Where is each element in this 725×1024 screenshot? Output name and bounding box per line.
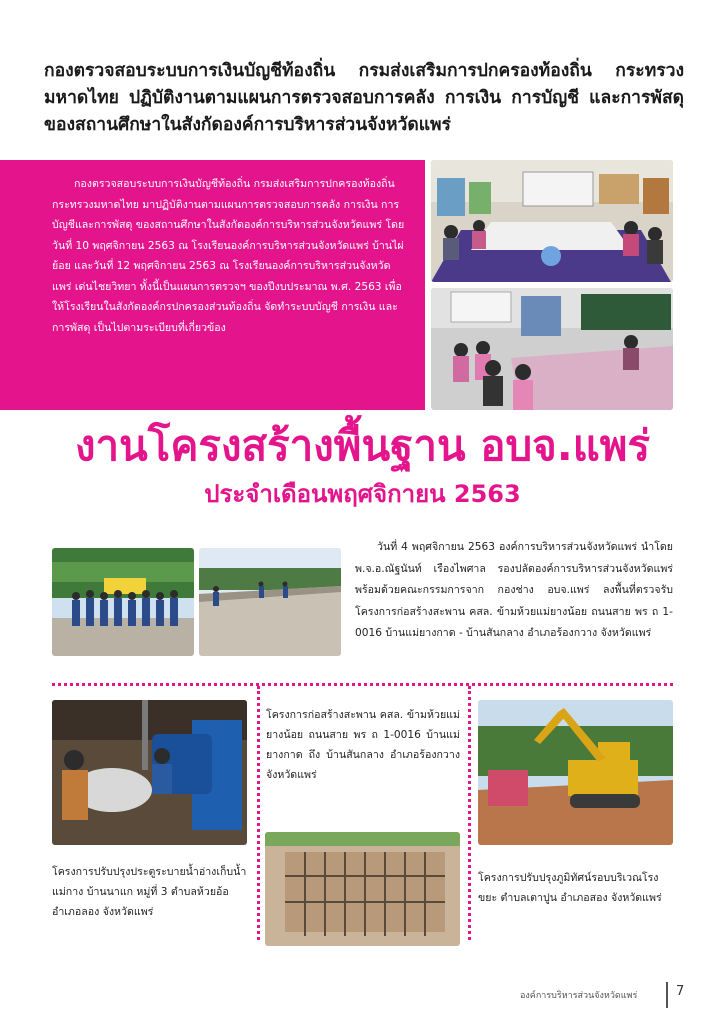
news-paragraph: วันที่ 4 พฤศจิกายน 2563 องค์การบริหารส่วนจังหวัดแพร่ นำโดย พ.จ.อ.ณัฐนันท์ เรืองไพศาล รองปลัดองค์การบริหารส่วนจังหวัดแพร่ พร้อมด้วยคณะกรรมการจาก กองช่าง อบจ.แพร่ ลงพื้นที่ตรวจรับโครงการก่อสร้างสะพาน คสล. ข้ามห้วยแม่ยางน้อย ถนนสาย พร ถ 1-0016 บ้านแม่ยางกาด - บ้านสันกลาง อำเภอร้องกวาง จังหวัดแพร่: [355, 541, 673, 639]
meeting-photo-1: [431, 160, 673, 282]
dotted-divider-vertical-1: [257, 686, 260, 940]
meeting-photo-2: [431, 288, 673, 410]
footer-divider: [666, 982, 668, 1008]
water-gate-photo: [52, 700, 247, 845]
dotted-divider: [52, 683, 673, 686]
headline: กองตรวจสอบระบบการเงินบัญชีท้องถิ่น กรมส่งเสริมการปกครองท้องถิ่น กระทรวงมหาดไทย ปฏิบัติงานตามแผนการตรวจสอบการคลัง การเงิน การบัญชี และการพัสดุ ของสถานศึกษาในสังกัดองค์การบริหารส่วนจังหวัดแพร่: [44, 61, 684, 135]
intro-box: [0, 160, 425, 410]
section-subtitle: ประจำเดือนพฤศจิกายน 2563: [204, 480, 521, 508]
excavator-photo: [478, 700, 673, 845]
footer-org: องค์การบริหารส่วนจังหวัดแพร่: [520, 991, 638, 1001]
section-title: งานโครงสร้างพื้นฐาน อบจ.แพร่: [74, 421, 651, 470]
caption-water-gate: โครงการปรับปรุงประตูระบายน้ำอ่างเก็บน้ำแม่กาง บ้านนาแก หมู่ที่ 3 ตำบลห้วยอ้อ อำเภอลอง จังหวัดแพร่: [52, 866, 247, 918]
intro-paragraph: กองตรวจสอบระบบการเงินบัญชีท้องถิ่น กรมส่งเสริมการปกครองท้องถิ่น กระทรวงมหาดไทย มาปฏิบัติงานตามแผนการตรวจสอบการคลัง การเงิน การบัญชีและการพัสดุ ของสถานศึกษาในสังกัดองค์การบริหารส่วนจังหวัดแพร่ โดยวันที่ 10 พฤศจิกายน 2563 ณ โรงเรียนองค์การบริหารส่วนจังหวัดแพร่ บ้านไผ่ย้อย และวันที่ 12 พฤศจิกายน 2563 ณ โรงเรียนองค์การบริหารส่วนจังหวัดแพร่ เด่นไชยวิทยา ทั้งนี้เป็นแผนการตรวจฯ ของปีงบประมาณ พ.ศ. 2563 เพื่อให้โรงเรียนในสังกัดองค์กรปกครองส่วนท้องถิ่น จัดทำระบบบัญชี การเงิน และการพัสดุ เป็นไปตามระเบียบที่เกี่ยวข้อง: [52, 178, 405, 334]
bridge-road-photo: [199, 548, 341, 656]
bridge-construction-photo: [265, 832, 460, 946]
dotted-divider-vertical-2: [468, 686, 471, 940]
page-number: 7: [676, 984, 685, 999]
caption-landscape: โครงการปรับปรุงภูมิทัศน์รอบบริเวณโรงขยะ ตำบลเตาปูน อำเภอสอง จังหวัดแพร่: [478, 872, 662, 904]
caption-bridge: โครงการก่อสร้างสะพาน คสล. ข้ามห้วยแม่ยางน้อย ถนนสาย พร ถ 1-0016 บ้านแม่ยางกาด ถึง บ้านสันกลาง อำเภอร้องกวาง จังหวัดแพร่: [266, 709, 460, 781]
inspection-group-photo: [52, 548, 194, 656]
